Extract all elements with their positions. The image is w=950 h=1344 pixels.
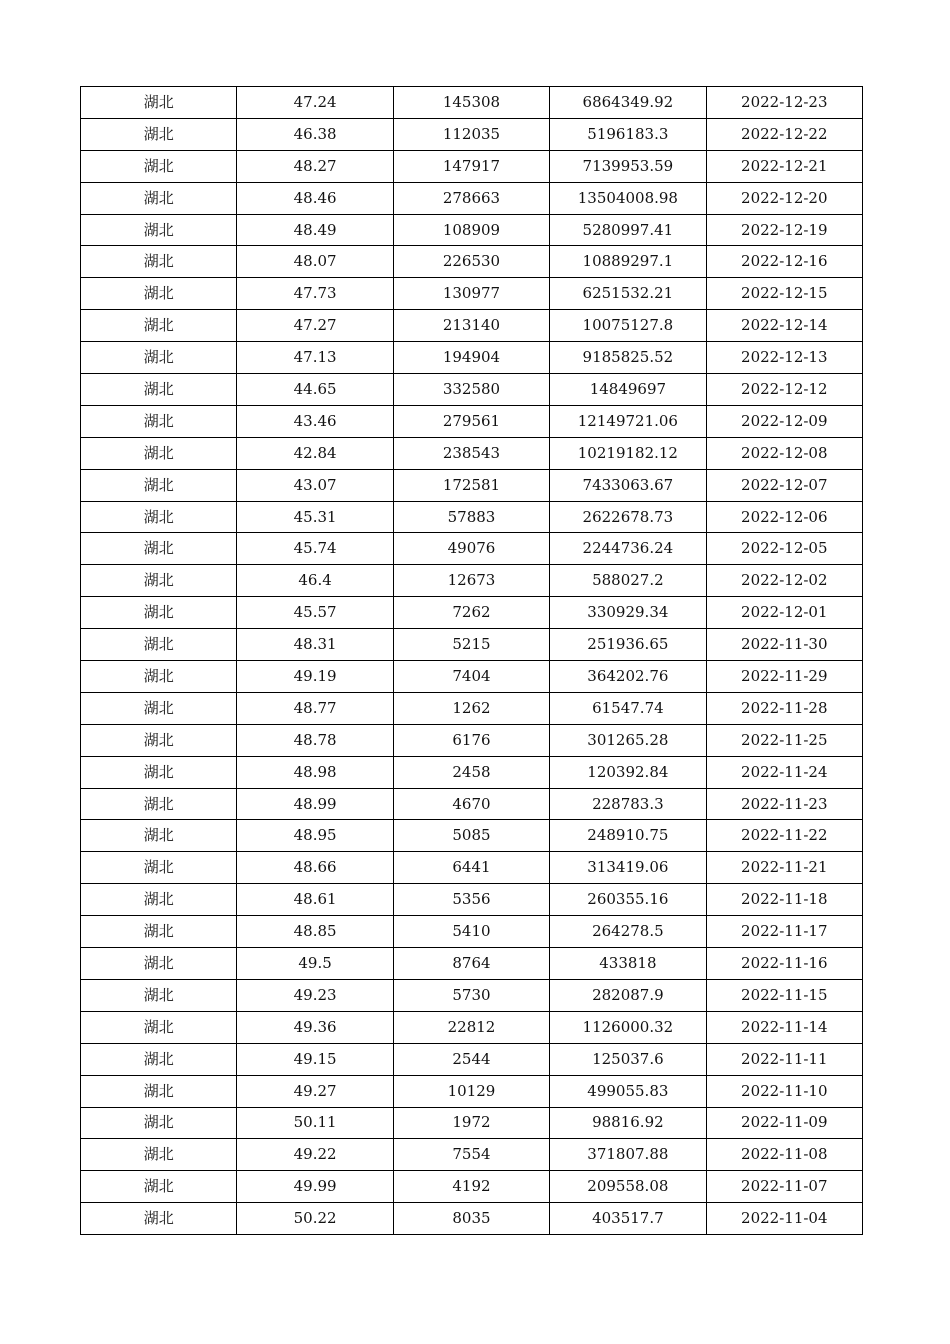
table-body — [81, 87, 863, 1235]
amount-cell: 7433063.67 — [550, 469, 706, 501]
volume-cell: 2458 — [393, 756, 549, 788]
table-row — [81, 724, 863, 756]
table-row — [81, 597, 863, 629]
amount-cell: 209558.08 — [550, 1171, 706, 1203]
table-row — [81, 820, 863, 852]
table-row — [81, 310, 863, 342]
date-cell: 2022-11-10 — [706, 1075, 862, 1107]
date-cell: 2022-12-05 — [706, 533, 862, 565]
amount-cell: 10075127.8 — [550, 310, 706, 342]
amount-cell: 2622678.73 — [550, 501, 706, 533]
amount-cell: 282087.9 — [550, 979, 706, 1011]
volume-cell: 7554 — [393, 1139, 549, 1171]
price-cell: 43.07 — [237, 469, 393, 501]
amount-cell: 125037.6 — [550, 1043, 706, 1075]
date-cell: 2022-11-28 — [706, 692, 862, 724]
volume-cell: 279561 — [393, 405, 549, 437]
amount-cell: 10889297.1 — [550, 246, 706, 278]
price-cell: 48.78 — [237, 724, 393, 756]
date-cell: 2022-12-02 — [706, 565, 862, 597]
amount-cell: 228783.3 — [550, 788, 706, 820]
volume-cell: 10129 — [393, 1075, 549, 1107]
date-cell: 2022-11-23 — [706, 788, 862, 820]
price-cell: 43.46 — [237, 405, 393, 437]
region-cell: 湖北 — [81, 501, 237, 533]
price-cell: 42.84 — [237, 437, 393, 469]
table-row — [81, 1075, 863, 1107]
volume-cell: 172581 — [393, 469, 549, 501]
price-cell: 48.31 — [237, 629, 393, 661]
price-cell: 48.98 — [237, 756, 393, 788]
price-cell: 47.73 — [237, 278, 393, 310]
volume-cell: 130977 — [393, 278, 549, 310]
date-cell: 2022-11-07 — [706, 1171, 862, 1203]
volume-cell: 5356 — [393, 884, 549, 916]
price-cell: 48.85 — [237, 916, 393, 948]
price-cell: 45.31 — [237, 501, 393, 533]
volume-cell: 332580 — [393, 374, 549, 406]
date-cell: 2022-11-29 — [706, 661, 862, 693]
amount-cell: 9185825.52 — [550, 342, 706, 374]
price-cell: 49.5 — [237, 948, 393, 980]
table-row — [81, 437, 863, 469]
region-cell: 湖北 — [81, 1075, 237, 1107]
amount-cell: 5196183.3 — [550, 118, 706, 150]
table-row — [81, 1139, 863, 1171]
date-cell: 2022-12-19 — [706, 214, 862, 246]
region-cell: 湖北 — [81, 182, 237, 214]
data-table — [80, 86, 863, 1235]
date-cell: 2022-11-24 — [706, 756, 862, 788]
price-cell: 47.24 — [237, 87, 393, 119]
region-cell: 湖北 — [81, 948, 237, 980]
price-cell: 49.15 — [237, 1043, 393, 1075]
price-cell: 45.57 — [237, 597, 393, 629]
volume-cell: 147917 — [393, 150, 549, 182]
date-cell: 2022-12-12 — [706, 374, 862, 406]
region-cell: 湖北 — [81, 1043, 237, 1075]
volume-cell: 5085 — [393, 820, 549, 852]
table-row — [81, 948, 863, 980]
table-row — [81, 565, 863, 597]
table-row — [81, 374, 863, 406]
region-cell: 湖北 — [81, 629, 237, 661]
date-cell: 2022-11-04 — [706, 1203, 862, 1235]
table-row — [81, 1171, 863, 1203]
region-cell: 湖北 — [81, 1107, 237, 1139]
table-row — [81, 87, 863, 119]
region-cell: 湖北 — [81, 788, 237, 820]
region-cell: 湖北 — [81, 374, 237, 406]
amount-cell: 13504008.98 — [550, 182, 706, 214]
price-cell: 48.95 — [237, 820, 393, 852]
date-cell: 2022-12-09 — [706, 405, 862, 437]
amount-cell: 251936.65 — [550, 629, 706, 661]
table-row — [81, 788, 863, 820]
amount-cell: 433818 — [550, 948, 706, 980]
volume-cell: 108909 — [393, 214, 549, 246]
table-row — [81, 278, 863, 310]
table-row — [81, 1011, 863, 1043]
table-row — [81, 852, 863, 884]
region-cell: 湖北 — [81, 437, 237, 469]
table-row — [81, 1107, 863, 1139]
date-cell: 2022-12-01 — [706, 597, 862, 629]
amount-cell: 1126000.32 — [550, 1011, 706, 1043]
region-cell: 湖北 — [81, 278, 237, 310]
table-row — [81, 214, 863, 246]
region-cell: 湖北 — [81, 852, 237, 884]
price-cell: 46.38 — [237, 118, 393, 150]
table-row — [81, 150, 863, 182]
amount-cell: 330929.34 — [550, 597, 706, 629]
date-cell: 2022-11-25 — [706, 724, 862, 756]
volume-cell: 226530 — [393, 246, 549, 278]
price-cell: 48.49 — [237, 214, 393, 246]
date-cell: 2022-11-08 — [706, 1139, 862, 1171]
amount-cell: 6251532.21 — [550, 278, 706, 310]
amount-cell: 313419.06 — [550, 852, 706, 884]
price-cell: 49.23 — [237, 979, 393, 1011]
region-cell: 湖北 — [81, 724, 237, 756]
date-cell: 2022-11-21 — [706, 852, 862, 884]
table-row — [81, 501, 863, 533]
date-cell: 2022-11-18 — [706, 884, 862, 916]
table-row — [81, 884, 863, 916]
amount-cell: 61547.74 — [550, 692, 706, 724]
price-cell: 49.36 — [237, 1011, 393, 1043]
volume-cell: 49076 — [393, 533, 549, 565]
date-cell: 2022-11-14 — [706, 1011, 862, 1043]
amount-cell: 301265.28 — [550, 724, 706, 756]
table-row — [81, 182, 863, 214]
volume-cell: 6441 — [393, 852, 549, 884]
date-cell: 2022-12-08 — [706, 437, 862, 469]
volume-cell: 278663 — [393, 182, 549, 214]
price-cell: 48.07 — [237, 246, 393, 278]
table-row — [81, 661, 863, 693]
date-cell: 2022-12-16 — [706, 246, 862, 278]
price-cell: 48.27 — [237, 150, 393, 182]
volume-cell: 22812 — [393, 1011, 549, 1043]
amount-cell: 588027.2 — [550, 565, 706, 597]
region-cell: 湖北 — [81, 118, 237, 150]
date-cell: 2022-11-22 — [706, 820, 862, 852]
volume-cell: 57883 — [393, 501, 549, 533]
volume-cell: 7262 — [393, 597, 549, 629]
price-cell: 49.19 — [237, 661, 393, 693]
region-cell: 湖北 — [81, 214, 237, 246]
amount-cell: 14849697 — [550, 374, 706, 406]
table-row — [81, 756, 863, 788]
price-cell: 49.99 — [237, 1171, 393, 1203]
table-row — [81, 692, 863, 724]
date-cell: 2022-12-22 — [706, 118, 862, 150]
amount-cell: 120392.84 — [550, 756, 706, 788]
table-row — [81, 1043, 863, 1075]
amount-cell: 403517.7 — [550, 1203, 706, 1235]
date-cell: 2022-11-09 — [706, 1107, 862, 1139]
amount-cell: 6864349.92 — [550, 87, 706, 119]
date-cell: 2022-12-14 — [706, 310, 862, 342]
volume-cell: 5215 — [393, 629, 549, 661]
region-cell: 湖北 — [81, 533, 237, 565]
price-cell: 47.13 — [237, 342, 393, 374]
date-cell: 2022-12-13 — [706, 342, 862, 374]
price-cell: 48.61 — [237, 884, 393, 916]
amount-cell: 264278.5 — [550, 916, 706, 948]
amount-cell: 2244736.24 — [550, 533, 706, 565]
amount-cell: 7139953.59 — [550, 150, 706, 182]
date-cell: 2022-12-07 — [706, 469, 862, 501]
date-cell: 2022-11-16 — [706, 948, 862, 980]
date-cell: 2022-12-20 — [706, 182, 862, 214]
table-row — [81, 916, 863, 948]
volume-cell: 8035 — [393, 1203, 549, 1235]
volume-cell: 2544 — [393, 1043, 549, 1075]
volume-cell: 12673 — [393, 565, 549, 597]
volume-cell: 5730 — [393, 979, 549, 1011]
region-cell: 湖北 — [81, 1011, 237, 1043]
date-cell: 2022-11-15 — [706, 979, 862, 1011]
price-cell: 50.22 — [237, 1203, 393, 1235]
amount-cell: 248910.75 — [550, 820, 706, 852]
amount-cell: 260355.16 — [550, 884, 706, 916]
amount-cell: 371807.88 — [550, 1139, 706, 1171]
volume-cell: 213140 — [393, 310, 549, 342]
amount-cell: 98816.92 — [550, 1107, 706, 1139]
region-cell: 湖北 — [81, 1203, 237, 1235]
table-row — [81, 1203, 863, 1235]
table-row — [81, 533, 863, 565]
volume-cell: 112035 — [393, 118, 549, 150]
date-cell: 2022-11-11 — [706, 1043, 862, 1075]
price-cell: 49.22 — [237, 1139, 393, 1171]
volume-cell: 194904 — [393, 342, 549, 374]
amount-cell: 364202.76 — [550, 661, 706, 693]
region-cell: 湖北 — [81, 756, 237, 788]
table-row — [81, 405, 863, 437]
region-cell: 湖北 — [81, 87, 237, 119]
volume-cell: 4670 — [393, 788, 549, 820]
price-cell: 46.4 — [237, 565, 393, 597]
volume-cell: 4192 — [393, 1171, 549, 1203]
region-cell: 湖北 — [81, 405, 237, 437]
table-row — [81, 342, 863, 374]
amount-cell: 499055.83 — [550, 1075, 706, 1107]
region-cell: 湖北 — [81, 342, 237, 374]
region-cell: 湖北 — [81, 661, 237, 693]
date-cell: 2022-11-17 — [706, 916, 862, 948]
table-row — [81, 246, 863, 278]
volume-cell: 5410 — [393, 916, 549, 948]
volume-cell: 238543 — [393, 437, 549, 469]
amount-cell: 12149721.06 — [550, 405, 706, 437]
price-cell: 49.27 — [237, 1075, 393, 1107]
table-row — [81, 118, 863, 150]
region-cell: 湖北 — [81, 565, 237, 597]
region-cell: 湖北 — [81, 469, 237, 501]
price-cell: 48.99 — [237, 788, 393, 820]
volume-cell: 8764 — [393, 948, 549, 980]
date-cell: 2022-12-15 — [706, 278, 862, 310]
table-row — [81, 629, 863, 661]
price-cell: 45.74 — [237, 533, 393, 565]
region-cell: 湖北 — [81, 310, 237, 342]
region-cell: 湖北 — [81, 1171, 237, 1203]
price-cell: 50.11 — [237, 1107, 393, 1139]
region-cell: 湖北 — [81, 597, 237, 629]
volume-cell: 7404 — [393, 661, 549, 693]
table-row — [81, 979, 863, 1011]
region-cell: 湖北 — [81, 916, 237, 948]
region-cell: 湖北 — [81, 884, 237, 916]
date-cell: 2022-12-06 — [706, 501, 862, 533]
price-cell: 44.65 — [237, 374, 393, 406]
region-cell: 湖北 — [81, 692, 237, 724]
date-cell: 2022-12-23 — [706, 87, 862, 119]
volume-cell: 1972 — [393, 1107, 549, 1139]
amount-cell: 5280997.41 — [550, 214, 706, 246]
price-cell: 48.46 — [237, 182, 393, 214]
volume-cell: 1262 — [393, 692, 549, 724]
price-cell: 47.27 — [237, 310, 393, 342]
volume-cell: 6176 — [393, 724, 549, 756]
date-cell: 2022-11-30 — [706, 629, 862, 661]
table-row — [81, 469, 863, 501]
date-cell: 2022-12-21 — [706, 150, 862, 182]
region-cell: 湖北 — [81, 979, 237, 1011]
amount-cell: 10219182.12 — [550, 437, 706, 469]
region-cell: 湖北 — [81, 1139, 237, 1171]
volume-cell: 145308 — [393, 87, 549, 119]
price-cell: 48.77 — [237, 692, 393, 724]
region-cell: 湖北 — [81, 246, 237, 278]
region-cell: 湖北 — [81, 820, 237, 852]
price-cell: 48.66 — [237, 852, 393, 884]
region-cell: 湖北 — [81, 150, 237, 182]
